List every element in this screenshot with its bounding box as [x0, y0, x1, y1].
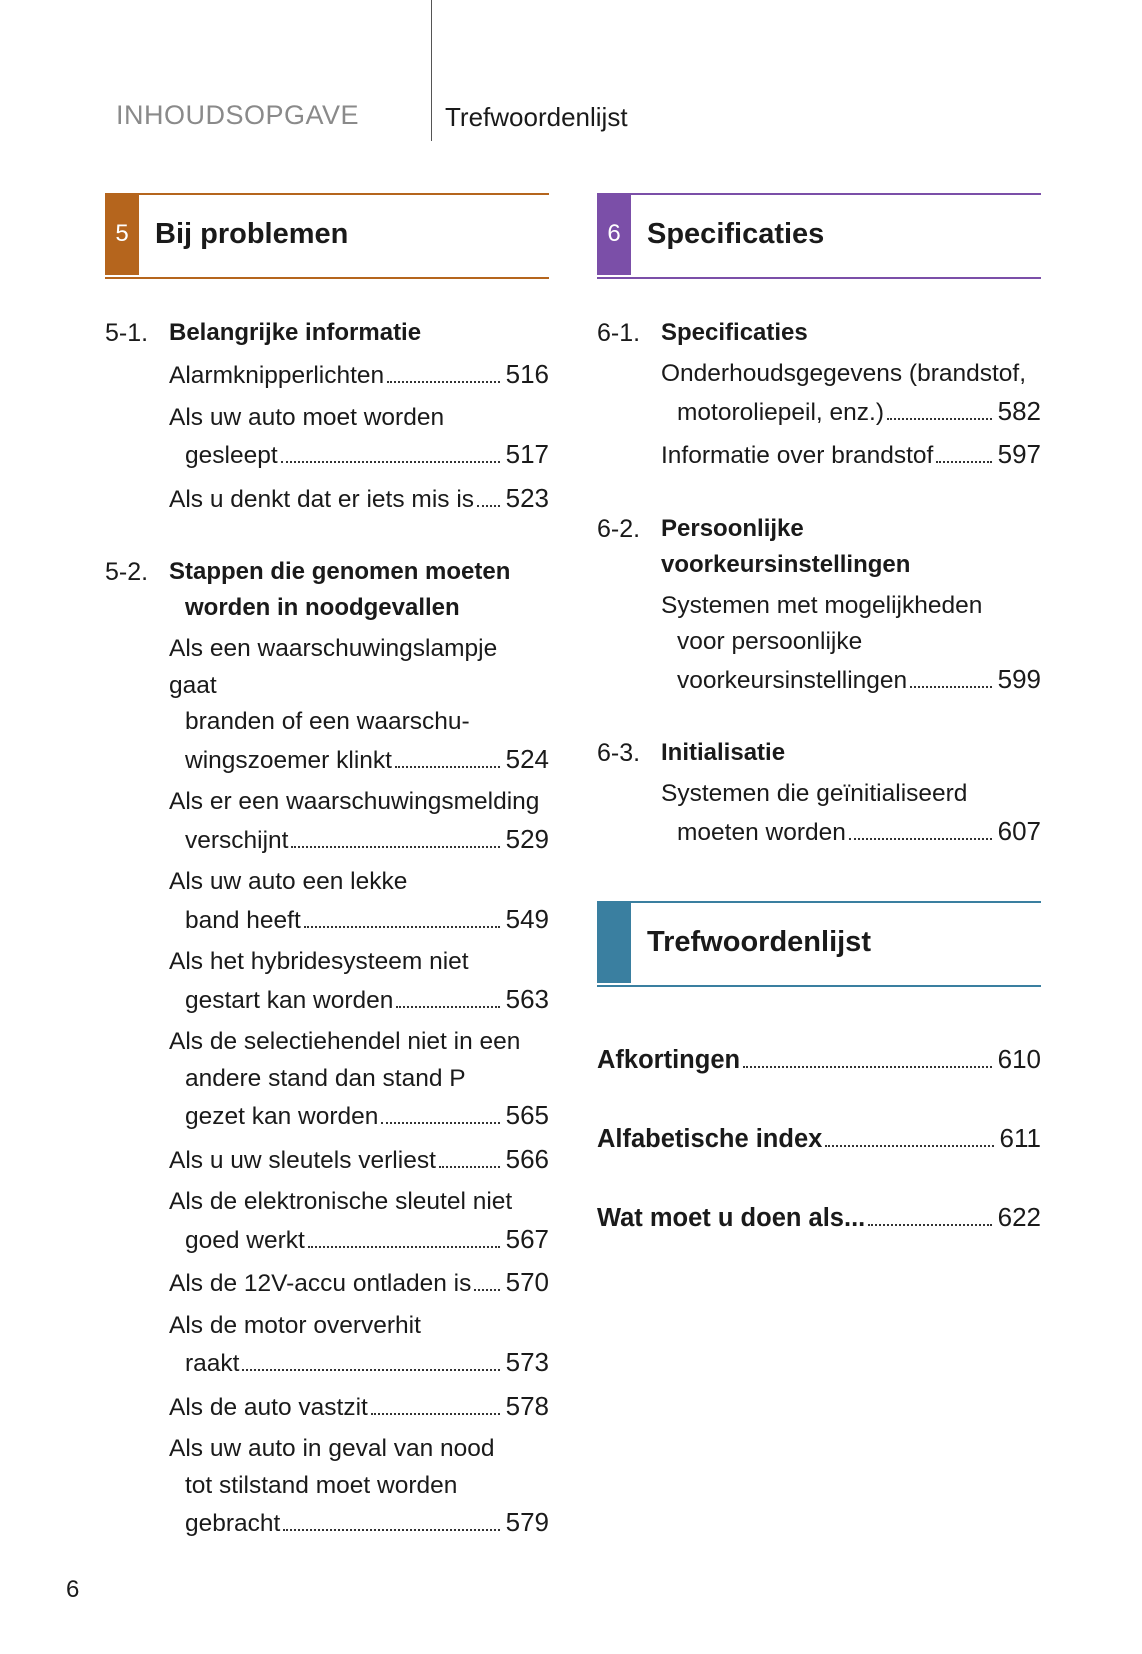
- toc-entry-last-line: [169, 1504, 549, 1543]
- page-number: 6: [66, 1576, 80, 1603]
- toc-entry-text: andere stand dan stand P: [185, 1064, 466, 1092]
- index-entry-label: Afkortingen: [597, 1046, 741, 1074]
- toc-entry-text: Onderhoudsgegevens (brandstof,: [661, 360, 1027, 387]
- toc-entries: [597, 588, 1041, 700]
- toc-entry-page: 570: [505, 1267, 549, 1297]
- toc-group-heading[interactable]: [597, 735, 1041, 771]
- toc-group-title-line: Belangrijke informatie: [169, 319, 422, 346]
- toc-entry-page: 565: [505, 1100, 549, 1130]
- toc-entry[interactable]: [661, 588, 1041, 700]
- toc-entry-text: Als een waarschuwingslampje gaat: [169, 635, 498, 699]
- toc-entry-text: band heeft: [185, 906, 301, 934]
- toc-entry-last-line: [169, 1264, 549, 1303]
- toc-entry[interactable]: [169, 356, 549, 395]
- toc-entry-page: 573: [505, 1347, 549, 1377]
- toc-entry[interactable]: [169, 784, 549, 859]
- index-entry-label: Alfabetische index: [597, 1125, 823, 1153]
- toc-entry-last-line: [169, 436, 549, 475]
- toc-group-title: [169, 315, 549, 351]
- toc-entry-text: Als uw auto in geval van nood: [169, 1435, 495, 1462]
- toc-entry[interactable]: [169, 631, 549, 779]
- index-entry-page: 610: [997, 1044, 1041, 1074]
- toc-entries: [597, 356, 1041, 475]
- toc-entry-page: 566: [505, 1143, 549, 1174]
- toc-entry-text: voor persoonlijke: [677, 628, 863, 655]
- dot-leader: [743, 1066, 992, 1068]
- toc-entry-text: Als de selectiehendel niet in een: [169, 1028, 521, 1055]
- toc-entry-page: 597: [997, 439, 1041, 469]
- toc-group-number: 6-2.: [597, 514, 641, 543]
- toc-group-title-line: Specificaties: [661, 319, 808, 346]
- toc-group-number: 5-2.: [105, 558, 149, 586]
- toc-entry[interactable]: [169, 1431, 549, 1543]
- toc-entry-last-line: [169, 480, 549, 519]
- toc-entry-text: gebracht: [185, 1510, 281, 1537]
- dot-leader: [439, 1166, 500, 1168]
- toc-entry-text: Systemen die geïnitialiseerd: [661, 780, 968, 807]
- dot-leader: [381, 1122, 499, 1124]
- dot-leader: [868, 1224, 991, 1226]
- toc-group-title-line: Stappen die genomen moeten: [169, 558, 511, 585]
- toc-entry-text: verschijnt: [185, 826, 289, 854]
- toc-entries: [597, 776, 1041, 851]
- toc-entry-text: gezet kan worden: [185, 1103, 379, 1130]
- dot-leader: [825, 1145, 993, 1147]
- toc-entry-last-line: [169, 1388, 549, 1427]
- toc-entry-text: Als uw auto moet worden: [169, 403, 445, 431]
- toc-entry-text: raakt: [185, 1350, 240, 1377]
- toc-entry-text: Als er een waarschuwingsmelding: [169, 788, 540, 815]
- toc-entry[interactable]: [169, 944, 549, 1019]
- dot-leader: [283, 1529, 499, 1531]
- toc-entries: [105, 631, 549, 1543]
- index-entry-page: 622: [997, 1202, 1041, 1232]
- toc-entry[interactable]: [661, 356, 1041, 431]
- index-entry-page: 611: [999, 1123, 1041, 1153]
- toc-group-heading[interactable]: [597, 315, 1041, 351]
- dot-leader: [887, 418, 992, 420]
- toc-entry-text: Als de auto vastzit: [169, 1393, 368, 1421]
- toc-entry[interactable]: [169, 1264, 549, 1303]
- toc-entry-text: Als de elektronische sleutel niet: [169, 1188, 513, 1215]
- dot-leader: [387, 381, 499, 383]
- section-6-number: 6: [597, 193, 631, 275]
- toc-entry-last-line: [661, 393, 1041, 432]
- toc-entry-text: Als de motor oververhit: [169, 1311, 421, 1339]
- section-6-column: [597, 193, 1041, 1278]
- dot-leader: [396, 1006, 499, 1008]
- header-chapter-label: INHOUDSOPGAVE: [116, 100, 360, 130]
- toc-entry-page: 599: [997, 663, 1041, 694]
- toc-entry-page: 524: [505, 743, 549, 774]
- index-entry-label: Wat moet u doen als...: [597, 1204, 866, 1232]
- section-5-number: 5: [105, 193, 139, 275]
- toc-entry-text: goed werkt: [185, 1226, 305, 1254]
- toc-entry-text: motoroliepeil, enz.): [677, 398, 884, 426]
- toc-group: [105, 315, 549, 518]
- toc-entry-page: 529: [505, 823, 549, 854]
- section-6-title: Specificaties: [647, 217, 825, 250]
- toc-group-heading[interactable]: [105, 315, 549, 351]
- toc-entry-page: 607: [997, 815, 1041, 846]
- toc-entry[interactable]: [169, 480, 549, 519]
- toc-group-title: [661, 735, 1041, 771]
- dot-leader: [910, 686, 991, 688]
- toc-group-title-line: Persoonlijke voorkeursinstellingen: [661, 514, 911, 578]
- toc-entry-last-line: [169, 981, 549, 1020]
- toc-group-number: 5-1.: [105, 319, 149, 347]
- toc-entry-page: 582: [997, 395, 1041, 426]
- toc-entry-text: Als u denkt dat er iets mis is: [169, 485, 475, 513]
- section-5-column: [105, 193, 549, 1543]
- dot-leader: [304, 926, 500, 928]
- toc-entry-page: 517: [505, 439, 549, 469]
- toc-group-number: 6-3.: [597, 739, 641, 767]
- toc-group-heading[interactable]: [597, 511, 1041, 583]
- toc-entry-page: 563: [505, 983, 549, 1014]
- toc-entry-last-line: [661, 813, 1041, 852]
- toc-group-title-line: Initialisatie: [661, 739, 786, 766]
- toc-entry[interactable]: [661, 776, 1041, 851]
- toc-group-title: [169, 554, 549, 626]
- dot-leader: [291, 846, 499, 848]
- dot-leader: [849, 838, 992, 840]
- dot-leader: [474, 1289, 499, 1291]
- toc-entry-text: Alarmknipperlichten: [169, 362, 385, 389]
- index-section-header[interactable]: [597, 901, 1041, 987]
- toc-group-number: 6-1.: [597, 319, 641, 347]
- toc-entry[interactable]: [169, 1308, 549, 1383]
- toc-entry[interactable]: [169, 1141, 549, 1180]
- toc-group: [105, 554, 549, 1543]
- toc-entry-page: 516: [505, 359, 549, 389]
- toc-entry-last-line: [169, 1097, 549, 1136]
- toc-entry[interactable]: [169, 864, 549, 939]
- toc-entry-page: 567: [505, 1223, 549, 1254]
- toc-entry-last-line: [169, 1221, 549, 1260]
- header-section-label: Trefwoordenlijst: [445, 102, 628, 132]
- toc-entry-page: 523: [505, 482, 549, 513]
- toc-group: [597, 315, 1041, 475]
- toc-entry-text: Als uw auto een lekke: [169, 868, 408, 895]
- toc-entry[interactable]: [661, 436, 1041, 475]
- section-5-groups: [105, 315, 549, 1543]
- toc-entry-last-line: [169, 901, 549, 940]
- toc-entry-page: 578: [505, 1390, 549, 1421]
- section-6-header[interactable]: [597, 193, 1041, 279]
- section-5-title: Bij problemen: [155, 217, 349, 250]
- toc-entry-last-line: [169, 356, 549, 395]
- dot-leader: [371, 1413, 500, 1415]
- toc-entry-last-line: [169, 1141, 549, 1180]
- toc-entry-text: voorkeursinstellingen: [677, 666, 908, 694]
- toc-entry-page: 579: [505, 1507, 549, 1537]
- toc-entry[interactable]: [169, 1184, 549, 1259]
- index-section-title: Trefwoordenlijst: [647, 925, 871, 958]
- section-5-header[interactable]: [105, 193, 549, 279]
- header-divider: [431, 0, 432, 141]
- toc-group-title: [661, 315, 1041, 351]
- index-list: [597, 1041, 1041, 1236]
- dot-leader: [308, 1246, 500, 1248]
- toc-entry-text: Als u uw sleutels verliest: [169, 1146, 436, 1174]
- toc-entry-last-line: [169, 821, 549, 860]
- toc-entry-text: Als de 12V-accu ontladen is: [169, 1270, 472, 1297]
- index-entry[interactable]: [597, 1120, 1041, 1157]
- toc-entry-text: branden of een waarschu-: [185, 708, 470, 735]
- toc-entry-last-line: [661, 436, 1041, 475]
- index-entry[interactable]: [597, 1199, 1041, 1236]
- index-section-marker: [597, 901, 631, 983]
- toc-entry-text: wingszoemer klinkt: [185, 746, 392, 774]
- dot-leader: [936, 461, 991, 463]
- toc-entry-page: 549: [505, 903, 549, 934]
- toc-entry[interactable]: [169, 1388, 549, 1427]
- dot-leader: [281, 461, 500, 463]
- toc-entry-text: moeten worden: [677, 818, 846, 846]
- toc-entry-last-line: [661, 661, 1041, 700]
- toc-entry-last-line: [169, 1344, 549, 1383]
- toc-entry[interactable]: [169, 400, 549, 475]
- toc-entry-text: Als het hybridesysteem niet: [169, 948, 469, 975]
- toc-entry[interactable]: [169, 1024, 549, 1136]
- toc-group: [597, 511, 1041, 700]
- toc-group-heading[interactable]: [105, 554, 549, 626]
- toc-entry-text: Informatie over brandstof: [661, 442, 934, 469]
- toc-group-title-line: worden in noodgevallen: [185, 594, 460, 621]
- dot-leader: [242, 1369, 499, 1371]
- dot-leader: [395, 766, 500, 768]
- toc-entry-text: gestart kan worden: [185, 986, 394, 1014]
- toc-entry-last-line: [169, 741, 549, 780]
- toc-entry-text: gesleept: [185, 442, 278, 469]
- dot-leader: [477, 505, 500, 507]
- toc-group: [597, 735, 1041, 851]
- toc-group-title: [661, 511, 1041, 583]
- toc-entry-text: tot stilstand moet worden: [185, 1471, 458, 1499]
- toc-entries: [105, 356, 549, 518]
- section-6-groups: [597, 315, 1041, 851]
- toc-entry-text: Systemen met mogelijkheden: [661, 591, 983, 619]
- index-entry[interactable]: [597, 1041, 1041, 1078]
